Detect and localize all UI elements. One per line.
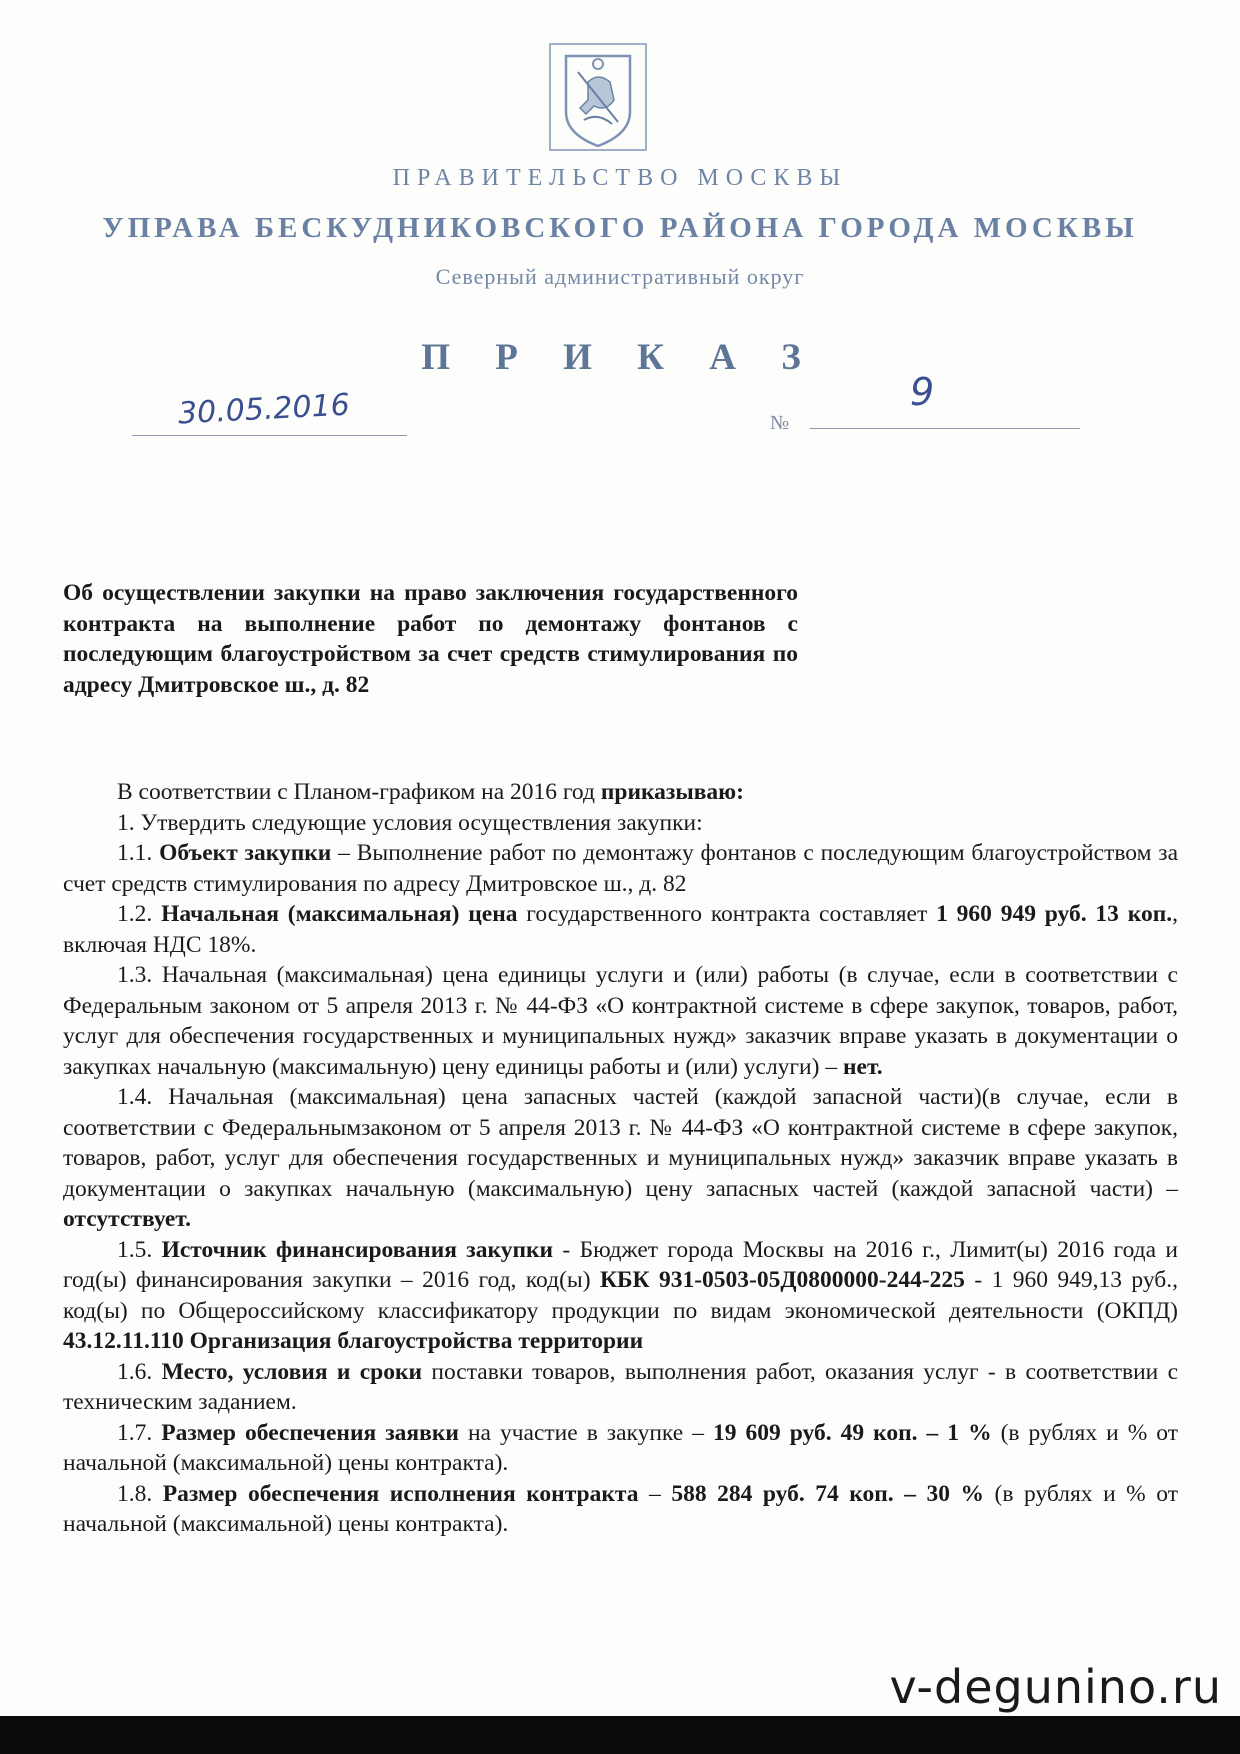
item-1: 1. Утвердить следующие условия осуществления закупки: — [117, 809, 703, 836]
intro-paragraph: В соответствии с Планом-графиком на 2016 год приказываю: — [117, 779, 744, 805]
item-1-3: 1.3. Начальная (максимальная) цена единицы услуги и (или) работы (в случае, если в соответствии с Федеральным законом от 5 апреля 2013 г. № 44-ФЗ «О контрактной системе в сфере закупок, товаров, работ, услуг для обеспечения государственных и муниципальных нужд» заказчик вправе указать в документации о закупках начальную (максимальную) цену единицы работы и (или) услуги) – нет. — [63, 962, 1178, 1080]
order-body — [63, 777, 1178, 1540]
item-1-7: 1.7. Размер обеспечения заявки на участие в закупке – 19 609 руб. 49 коп. – 1 % (в рублях и % от начальной (максимальной) цены контракта). — [63, 1419, 1179, 1476]
item-1-8: 1.8. Размер обеспечения исполнения контракта – 588 284 руб. 74 коп. – 30 % (в рублях и % от начальной (максимальной) цены контракта). — [63, 1480, 1178, 1537]
number-underline — [810, 428, 1080, 429]
item-1-1: 1.1. Объект закупки – Выполнение работ по демонтажу фонтанов с последующим благоустройством за счет средств стимулирования по адресу Дмитровское ш., д. 82 — [63, 840, 1179, 897]
date-underline — [132, 435, 407, 436]
moscow-coat-of-arms-icon — [548, 42, 648, 152]
order-subject: Об осуществлении закупки на право заключения государственного контракта на выполнение работ по демонтажу фонтанов с последующим благоустройством за счет средств стимулирования по адресу Дмитровское ш., д. 82 — [63, 580, 798, 698]
district-name: Северный административный округ — [435, 264, 805, 289]
handwritten-date: 30.05.2016 — [177, 387, 351, 432]
authority-name: УПРАВА БЕСКУДНИКОВСКОГО РАЙОНА ГОРОДА МОСКВЫ — [102, 212, 1138, 244]
document-type: П Р И К А З — [421, 337, 819, 378]
item-1-2: 1.2. Начальная (максимальная) цена государственного контракта составляет 1 960 949 руб. 13 коп., включая НДС 18%. — [63, 901, 1178, 958]
item-1-4: 1.4. Начальная (максимальная) цена запасных частей (каждой запасной части)(в случае, если в соответствии с Федеральнымзаконом от 5 апреля 2013 г. № 44-ФЗ «О контрактной системе в сфере закупок, товаров, работ, услуг для обеспечения государственных и муниципальных нужд» заказчик вправе указать в документации о закупках начальную (максимальную) цену запасных частей (каждой запасной части) – отсутствует. — [63, 1084, 1178, 1232]
footer-bar — [0, 1716, 1240, 1754]
number-sign: № — [770, 412, 790, 434]
government-name: ПРАВИТЕЛЬСТВО МОСКВЫ — [392, 165, 848, 191]
item-1-5: 1.5. Источник финансирования закупки - Бюджет города Москвы на 2016 г., Лимит(ы) 2016 года и год(ы) финансирования закупки – 2016 год, код(ы) КБК 931-0503-05Д0800000-244-225 - 1 960 949,13 руб., код(ы) по Общероссийскому классификатору продукции по видам экономической деятельности (ОКПД) 43.12.11.110 Организация благоустройства территории — [63, 1236, 1178, 1354]
item-1-6: 1.6. Место, условия и сроки поставки товаров, выполнения работ, оказания услуг - в соответствии с техническим заданием. — [63, 1358, 1179, 1415]
handwritten-number: 9 — [910, 370, 935, 414]
site-watermark: v-degunino.ru — [889, 1660, 1222, 1714]
